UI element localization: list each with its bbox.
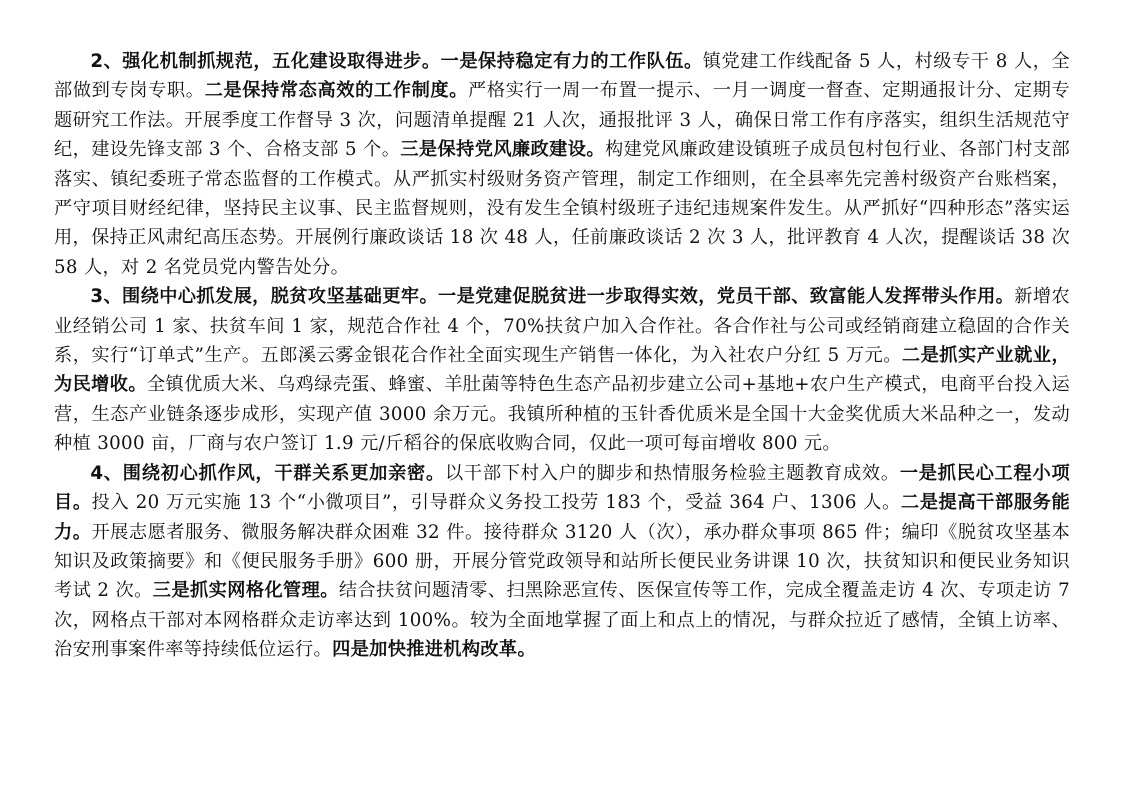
document-page [54,47,1070,665]
heading-mechanism: 2、强化机制抓规范，五化建设取得进步。一是保持稳定有力的工作队伍。 [90,51,703,72]
subheading-grid-management: 三是抓实网格化管理。 [152,580,339,602]
body-text: 严格实行一周一布置一提示、一月一调度一督查、定期通报计分、定期专题研究工作法。开展季度工作督导 3 次，问题清单提醒 21 人次，通报批评 3 人，确保日常工作有序落实，组织生活规范守纪，建设先锋支部 3 个、合格支部 5 个。 [54,80,1070,161]
body-text: 结合扶贫问题清零、扫黑除恶宣传、医保宣传等工作，完成全覆盖走访 4 次、专项走访 7 次，网格点干部对本网格群众走访率达到 100%。较为全面地掌握了面上和点上的情况，与群众拉近了感情，全镇上访率、治安刑事案件率等持续低位运行。 [54,580,1070,661]
body-text: 新增农业经销公司 1 家、扶贫车间 1 家，规范合作社 4 个，70%扶贫户加入合作社。各合作社与公司或经销商建立稳固的合作关系，实行“订单式”生产。五郎溪云雾金银花合作社全面实现生产销售一体化，为入社农户分红 5 万元。 [54,286,1070,367]
paragraph-work-style [54,459,1070,665]
heading-work-style: 4、围绕初心抓作风，干群关系更加亲密。 [90,462,445,484]
subheading-service-capacity: 二是提高干部服务能力。 [54,492,1070,543]
body-text: 投入 20 万元实施 13 个“小微项目”，引导群众义务投工投劳 183 个，受益 364 户、1306 人。 [91,492,901,514]
body-text: 开展志愿者服务、微服务解决群众困难 32 件。接待群众 3120 人（次），承办群众事项 865 件；编印《脱贫攻坚基本知识及政策摘要》和《便民服务手册》600 册，开展分管党政领导和站所长便民业务讲课 10 次，扶贫知识和便民业务知识考试 2 次。 [54,521,1070,602]
subheading-clean-governance: 三是保持党风廉政建设。 [400,139,605,161]
body-text: 构建党风廉政建设镇班子成员包村包行业、各部门村支部落实、镇纪委班子常态监督的工作模式。从严抓实村级财务资产管理，制定工作细则，在全县率先完善村级资产台账档案，严守项目财经纪律，坚持民主议事、民主监督规则，没有发生全镇村级班子违纪违规案件发生。从严抓好“四种形态”落实运用，保持正风肃纪高压态势。开展例行廉政谈话 18 次 48 人，任前廉政谈话 2 次 3 人，批评教育 4 人次，提醒谈话 38 次 58 人，对 2 名党员党内警告处分。 [54,139,1071,278]
body-text: 以干部下村入户的脚步和热情服务检验主题教育成效。 [444,462,900,484]
subheading-industry-employment: 二是抓实产业就业，为民增收。 [54,345,1071,396]
paragraph-development [54,282,1070,458]
paragraph-mechanism [54,47,1070,282]
heading-development: 3、围绕中心抓发展，脱贫攻坚基础更牢。一是党建促脱贫进一步取得实效，党员干部、致富能人发挥带头作用。 [90,286,1015,308]
subheading-institutional-reform: 四是加快推进机构改革。 [332,639,536,661]
body-text: 镇党建工作线配备 5 人，村级专干 8 人，全部做到专岗专职。 [54,51,1070,102]
subheading-work-system: 二是保持常态高效的工作制度。 [204,80,469,102]
body-text: 全镇优质大米、乌鸡绿壳蛋、蜂蜜、羊肚菌等特色生态产品初步建立公司+基地+农户生产模式，电商平台投入运营，生态产业链条逐步成形，实现产值 3000 余万元。我镇所种植的玉针香优质米是全国十大金奖优质大米品种之一，发动种植 3000 亩，厂商与农户签订 1.9 元/斤稻谷的保底收购合同，仅此一项可每亩增收 800 元。 [54,374,1070,455]
subheading-small-projects: 一是抓民心工程小项目。 [54,462,1071,514]
